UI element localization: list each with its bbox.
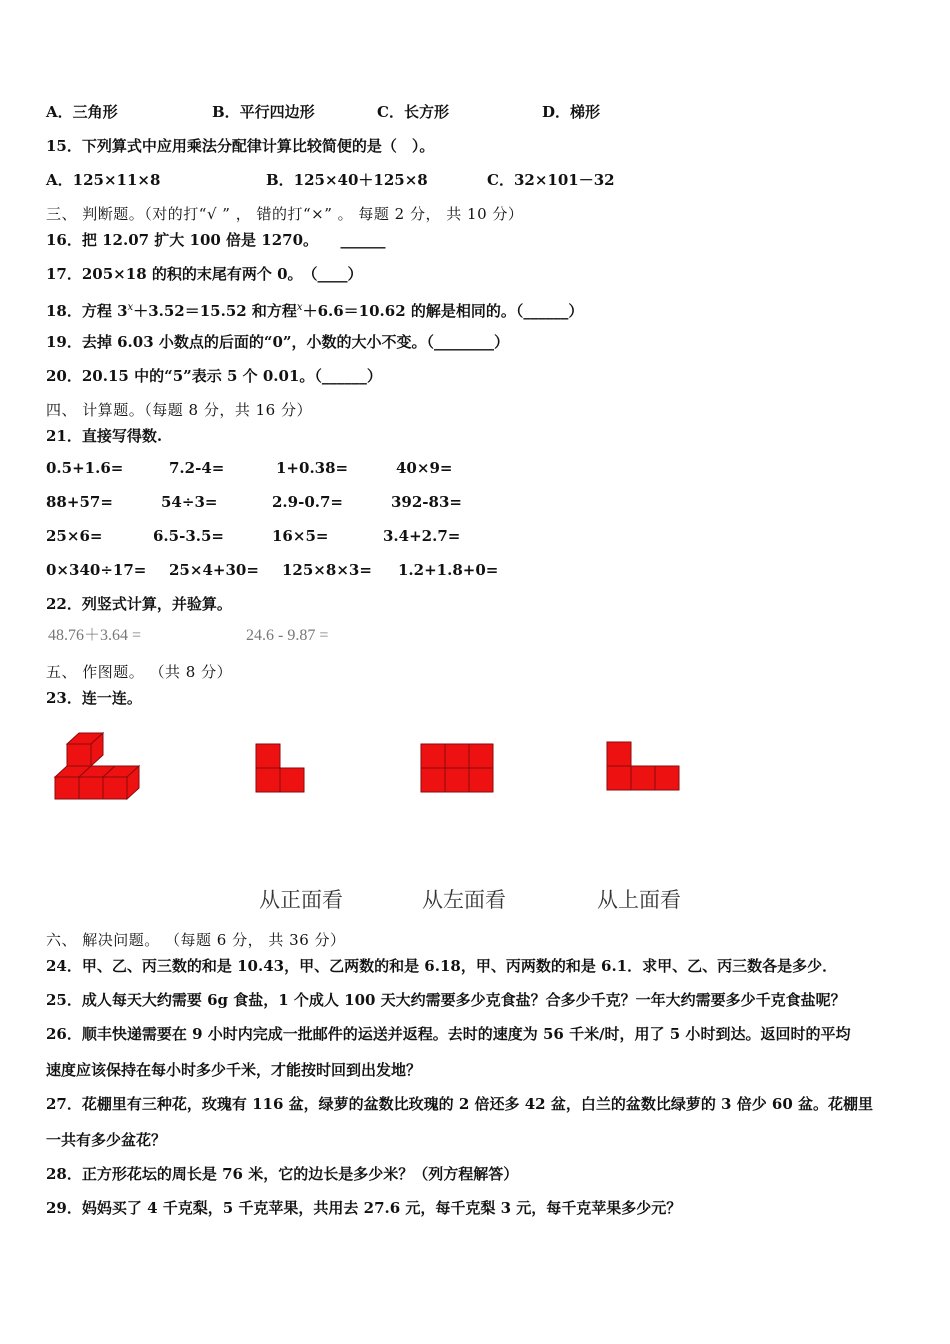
calc-r2-c3: 2.9-0.7= — [272, 493, 343, 511]
calc-r2-c2: 54÷3= — [161, 493, 218, 511]
q22-text: 22．列竖式计算，并验算。 — [46, 595, 232, 613]
q21-text: 21．直接写得数. — [46, 427, 163, 445]
q18-var-2: x — [296, 302, 303, 313]
q14-option-d: D．梯形 — [542, 103, 601, 121]
view-label-front: 从正面看 — [259, 888, 343, 912]
section6-title: 六、 解决问题。 （每题 6 分， 共 36 分） — [46, 931, 346, 949]
calc-r3-c4: 3.4+2.7= — [383, 527, 461, 545]
q16-text: 16．把 12.07 扩大 100 倍是 1270。 ______ — [46, 231, 386, 249]
q18-part-b: ＋3.52＝15.52 和方程 — [133, 302, 297, 320]
calc-r2-c1: 88+57= — [46, 493, 113, 511]
calc-r4-c4: 1.2+1.8+0= — [398, 561, 499, 579]
q19-text: 19．去掉 6.03 小数点的后面的“0”，小数的大小不变。（________） — [46, 333, 510, 351]
q15-text: 15．下列算式中应用乘法分配律计算比较简便的是（ ）。 — [46, 137, 435, 155]
calc-r4-c1: 0×340÷17= — [46, 561, 147, 579]
q15-option-b: B．125×40＋125×8 — [266, 171, 428, 189]
q26-line-1: 26．顺丰快递需要在 9 小时内完成一批邮件的运送并返程。去时的速度为 56 千米/时，用了 5 小时到达。返回时的平均 — [46, 1025, 851, 1043]
calc-r1-c3: 1+0.38= — [276, 459, 349, 477]
q25-text: 25．成人每天大约需要 6g 食盐，1 个成人 100 天大约需要多少克食盐？合多少千克？一年大约需要多少千克食盐呢？ — [46, 991, 846, 1009]
q14-option-a: A．三角形 — [46, 103, 118, 121]
q17-text: 17．205×18 的积的末尾有两个 0。 （____） — [46, 265, 363, 283]
q14-option-b: B．平行四边形 — [212, 103, 315, 121]
section3-title: 三、 判断题。（对的打“√ ” ， 错的打“×” 。 每题 2 分， 共 10 分） — [46, 205, 524, 223]
q14-option-c: C．长方形 — [377, 103, 449, 121]
view-label-left: 从左面看 — [422, 888, 506, 912]
left-view-shape — [419, 742, 495, 794]
q29-text: 29．妈妈买了 4 千克梨，5 千克苹果，共用去 27.6 元，每千克梨 3 元，每千克苹果多少元？ — [46, 1199, 682, 1217]
q18-text — [46, 298, 583, 321]
q22-expression-2: 24.6 - 9.87 = — [246, 627, 329, 644]
top-view-shape — [605, 740, 681, 792]
q18-var-1: x — [127, 302, 134, 313]
calc-r1-c2: 7.2-4= — [169, 459, 225, 477]
section4-title: 四、 计算题。（每题 8 分，共 16 分） — [46, 401, 312, 419]
front-view-shape — [254, 742, 306, 794]
q15-option-a: A．125×11×8 — [46, 171, 161, 189]
cube-stack-figure — [50, 728, 150, 802]
calc-r3-c1: 25×6= — [46, 527, 103, 545]
q26-line-2: 速度应该保持在每小时多少千米，才能按时回到出发地？ — [46, 1061, 422, 1079]
q27-line-1: 27．花棚里有三种花，玫瑰有 116 盆，绿萝的盆数比玫瑰的 2 倍还多 42 盆，白兰的盆数比绿萝的 3 倍少 60 盆。花棚里 — [46, 1095, 874, 1113]
q22-expression-1: 48.76＋3.64 = — [48, 627, 142, 644]
q23-text: 23．连一连。 — [46, 689, 142, 707]
q20-text: 20．20.15 中的“5”表示 5 个 0.01。（______） — [46, 367, 382, 385]
q28-text: 28．正方形花坛的周长是 76 米，它的边长是多少米？（列方程解答） — [46, 1165, 519, 1183]
q18-part-a: 18．方程 3 — [46, 302, 128, 320]
calc-r1-c4: 40×9= — [396, 459, 453, 477]
calc-r2-c4: 392-83= — [391, 493, 462, 511]
q27-line-2: 一共有多少盆花？ — [46, 1131, 167, 1149]
calc-r1-c1: 0.5+1.6= — [46, 459, 124, 477]
section5-title: 五、 作图题。 （共 8 分） — [46, 663, 233, 681]
q15-option-c: C．32×101－32 — [487, 171, 615, 189]
calc-r4-c3: 125×8×3= — [282, 561, 372, 579]
calc-r3-c3: 16×5= — [272, 527, 329, 545]
calc-r4-c2: 25×4+30= — [169, 561, 259, 579]
calc-r3-c2: 6.5-3.5= — [153, 527, 224, 545]
q24-text: 24．甲、乙、丙三数的和是 10.43，甲、乙两数的和是 6.18，甲、丙两数的和是 6.1．求甲、乙、丙三数各是多少． — [46, 957, 838, 975]
view-label-top: 从上面看 — [597, 888, 681, 912]
q18-part-c: ＋6.6＝10.62 的解是相同的。（______） — [302, 302, 584, 320]
